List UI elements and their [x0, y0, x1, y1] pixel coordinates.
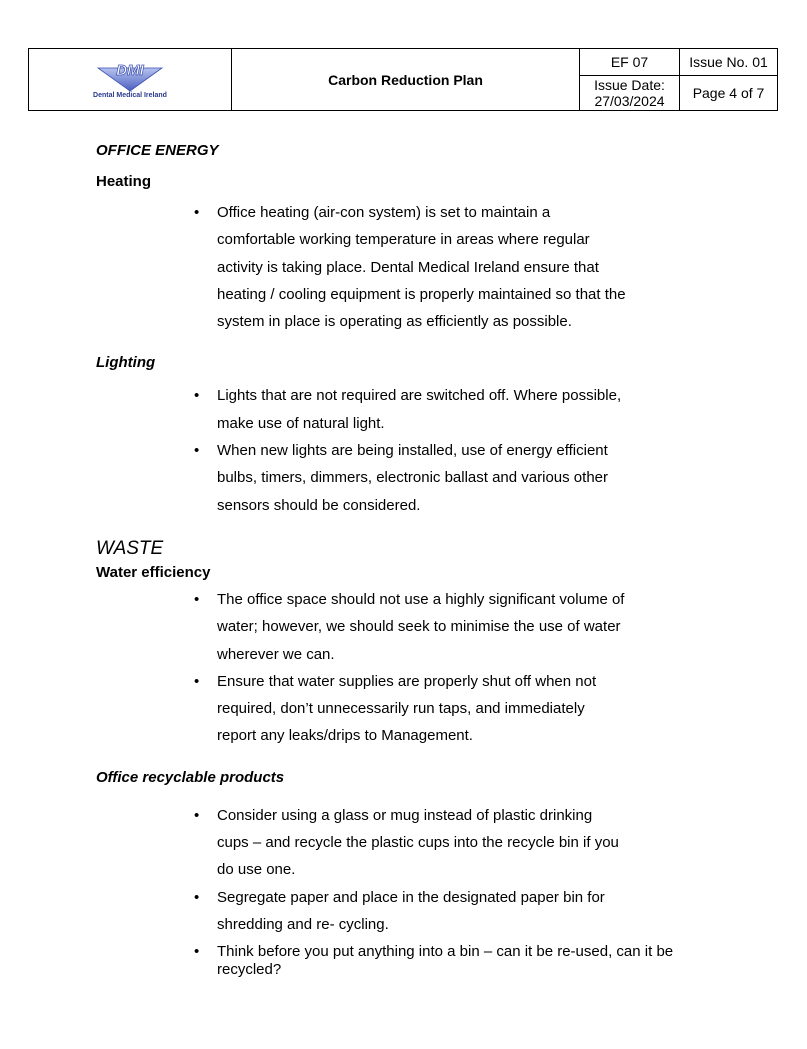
document-title: Carbon Reduction Plan	[232, 49, 580, 110]
list-item: • Lights that are not required are switched off. Where possible, make use of natural light.	[96, 382, 627, 437]
list-item: • Office heating (air-con system) is set to maintain a comfortable working temperature in areas where regular activity is taking place. Dental Medical Ireland ensure that heating / cooling equipment is properly maintained so that the system in place is operating as efficiently as possible.	[96, 199, 627, 335]
heating-list	[96, 199, 736, 335]
list-item: • When new lights are being installed, use of energy efficient bulbs, timers, dimmers, electronic ballast and various other sensors should be considered.	[96, 437, 627, 519]
subheading-heating: Heating	[96, 173, 152, 190]
list-item: • Consider using a glass or mug instead of plastic drinking cups – and recycle the plastic cups into the recycle bin if you do use one.	[96, 802, 627, 884]
section-heading-office-energy: OFFICE ENERGY	[96, 142, 219, 159]
list-item: • Ensure that water supplies are properly shut off when not required, don’t unnecessarily run taps, and immediately report any leaks/drips to Management.	[96, 668, 627, 750]
bullet-icon: •	[194, 204, 200, 221]
bullet-icon: •	[194, 943, 200, 961]
bullet-icon: •	[194, 387, 200, 405]
page-number: Page 4 of 7	[692, 85, 765, 101]
bullet-icon: •	[194, 590, 200, 608]
logo-cell	[29, 49, 232, 110]
logo-caption: Dental Medical Ireland	[93, 91, 167, 99]
subheading-office-recyclable: Office recyclable products	[96, 768, 285, 786]
section-heading-waste: WASTE	[96, 537, 164, 559]
bullet-icon: •	[194, 806, 200, 824]
dmi-logo-icon	[90, 60, 170, 92]
water-list	[96, 586, 736, 750]
company-logo	[90, 60, 170, 100]
subheading-water-efficiency: Water efficiency	[96, 563, 211, 581]
document-code: EF 07	[580, 49, 680, 76]
list-item: • Segregate paper and place in the designated paper bin for shredding and re- cycling.	[96, 884, 627, 939]
bullet-icon: •	[194, 442, 200, 460]
logo-text: DMI	[116, 61, 144, 79]
issue-date-value: 27/03/2024	[594, 93, 665, 109]
list-item: • Think before you put anything into a bin – can it be re-used, can it be recycled?	[194, 943, 674, 979]
bullet-icon: •	[194, 672, 200, 690]
lighting-list	[96, 382, 736, 518]
subheading-lighting: Lighting	[96, 354, 156, 372]
document-body	[96, 140, 736, 979]
bullet-icon: •	[194, 888, 200, 906]
issue-number: Issue No. 01	[680, 49, 777, 76]
issue-date-label: Issue Date:	[594, 77, 665, 93]
list-item: • The office space should not use a highly significant volume of water; however, we should seek to minimise the use of water wherever we can.	[96, 586, 627, 668]
recyclable-list	[96, 802, 736, 979]
issue-date-cell	[580, 76, 680, 110]
document-header	[28, 48, 778, 111]
